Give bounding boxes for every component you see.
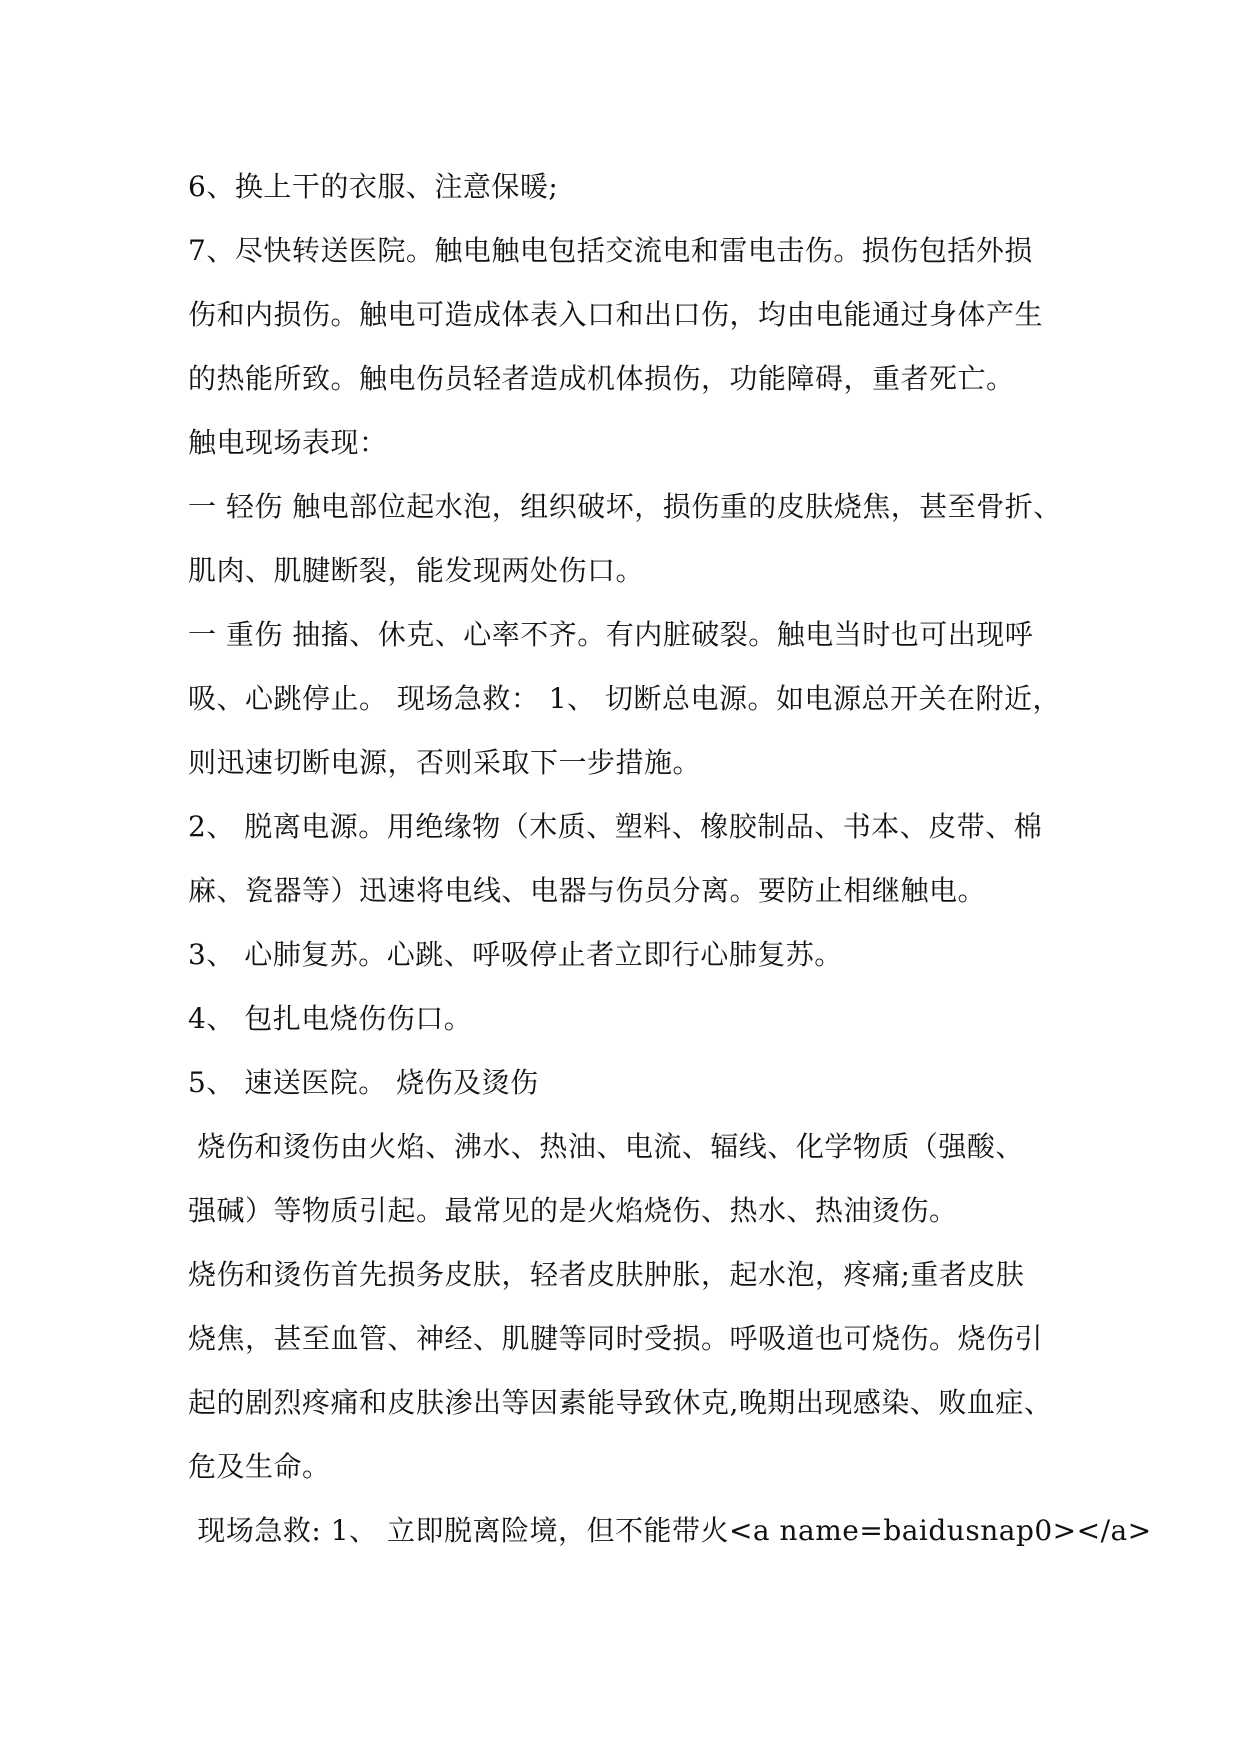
document-body — [188, 155, 1152, 1563]
text-line: 强碱）等物质引起。最常见的是火焰烧伤、热水、热油烫伤。 — [188, 1194, 958, 1227]
text-line: 2、 脱离电源。用绝缘物（木质、塑料、橡胶制品、书本、皮带、棉 — [188, 810, 1043, 843]
text-line: 肌肉、肌腱断裂，能发现两处伤口。 — [188, 554, 645, 587]
text-line: 起的剧烈疼痛和皮肤渗出等因素能导致休克,晚期出现感染、败血症、 — [188, 1386, 1053, 1419]
text-line: 危及生命。 — [188, 1450, 331, 1483]
text-line: 5、 速送医院。 烧伤及烫伤 — [188, 1066, 539, 1099]
text-line: 一 轻伤 触电部位起水泡，组织破坏，损伤重的皮肤烧焦，甚至骨折、 — [188, 490, 1062, 523]
text-line: 则迅速切断电源，否则采取下一步措施。 — [188, 746, 702, 779]
text-line: 一 重伤 抽搐、休克、心率不齐。有内脏破裂。触电当时也可出现呼 — [188, 618, 1034, 651]
text-line: 现场急救: 1、 立即脱离险境，但不能带火<a name=baidusnap0></a> — [188, 1514, 1152, 1547]
text-line: 烧伤和烫伤首先损务皮肤，轻者皮肤肿胀，起水泡，疼痛;重者皮肤 — [188, 1258, 1025, 1291]
text-line: 7、尽快转送医院。触电触电包括交流电和雷电击伤。损伤包括外损 — [188, 234, 1033, 267]
text-line: 的热能所致。触电伤员轻者造成机体损伤，功能障碍，重者死亡。 — [188, 362, 1015, 395]
text-line: 吸、心跳停止。 现场急救： 1、 切断总电源。如电源总开关在附近， — [188, 682, 1062, 715]
section-heading: 触电现场表现： — [188, 426, 388, 459]
text-line: 4、 包扎电烧伤伤口。 — [188, 1002, 473, 1035]
text-line: 烧伤和烫伤由火焰、沸水、热油、电流、辐线、化学物质（强酸、 — [188, 1130, 1024, 1163]
text-line: 伤和内损伤。触电可造成体表入口和出口伤，均由电能通过身体产生 — [188, 298, 1044, 331]
text-line: 烧焦，甚至血管、神经、肌腱等同时受损。呼吸道也可烧伤。烧伤引 — [188, 1322, 1044, 1355]
text-line: 麻、瓷器等）迅速将电线、电器与伤员分离。要防止相继触电。 — [188, 874, 987, 907]
text-line: 3、 心肺复苏。心跳、呼吸停止者立即行心肺复苏。 — [188, 938, 843, 971]
text-line: 6、换上干的衣服、注意保暖; — [188, 170, 559, 203]
